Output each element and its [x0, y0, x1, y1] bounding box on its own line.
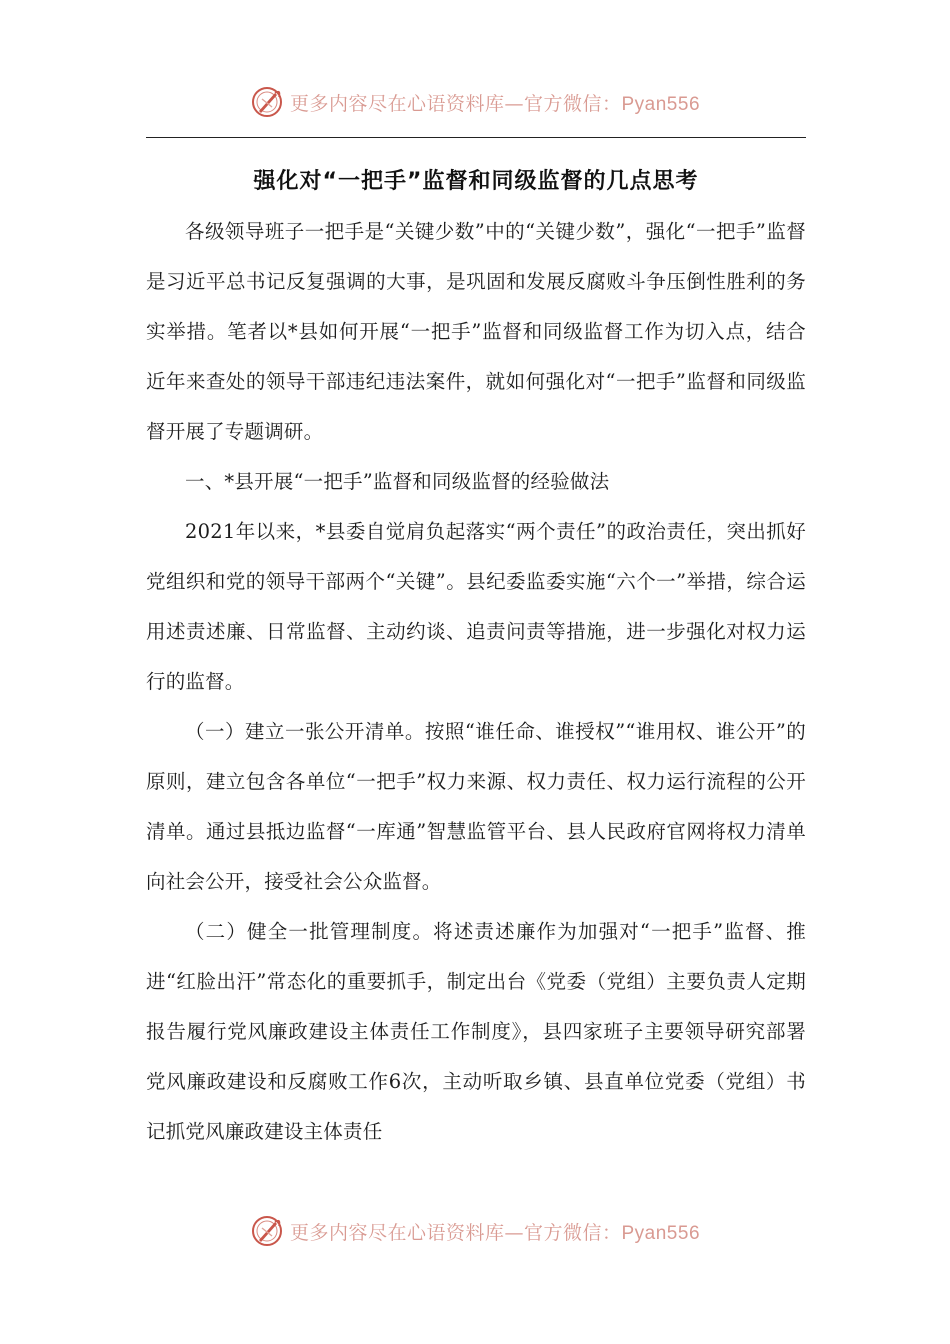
- watermark-text: [290, 1218, 700, 1245]
- document-title: 强化对“一把手”监督和同级监督的几点思考: [253, 169, 699, 194]
- paragraph-item-1: （一）建立一张公开清单。按照“谁任命、谁授权”“谁用权、谁公开”的原则，建立包含各单位“一把手”权力来源、权力责任、权力运行流程的公开清单。通过县抵边监督“一库通”智慧监管平台、县人民政府官网将权力清单向社会公开，接受社会公众监督。: [146, 720, 806, 893]
- paragraph-intro: 各级领导班子一把手是“关键少数”中的“关键少数”，强化“一把手”监督是习近平总书记反复强调的大事，是巩固和发展反腐败斗争压倒性胜利的务实举措。笔者以*县如何开展“一把手”监督和同级监督工作为切入点，结合近年来查处的领导干部违纪违法案件，就如何强化对“一把手”监督和同级监督开展了专题调研。: [146, 220, 806, 443]
- document-body: [146, 207, 806, 1157]
- footer-watermark: [0, 1211, 950, 1251]
- header-divider: [146, 137, 806, 138]
- watermark-text: [290, 89, 700, 116]
- watermark-cn: 更多内容尽在心语资料库—官方微信：: [289, 92, 622, 115]
- quill-seal-logo-icon: [250, 85, 284, 119]
- watermark-cn: 更多内容尽在心语资料库—官方微信：: [289, 1221, 622, 1244]
- header-watermark: [0, 82, 950, 122]
- quill-seal-logo-icon: [250, 1214, 284, 1248]
- section-heading-1: 一、*县开展“一把手”监督和同级监督的经验做法: [185, 470, 610, 493]
- paragraph-overview: 2021年以来，*县委自觉肩负起落实“两个责任”的政治责任，突出抓好党组织和党的领导干部两个“关键”。县纪委监委实施“六个一”举措，综合运用述责述廉、日常监督、主动约谈、追责问责等措施，进一步强化对权力运行的监督。: [146, 520, 806, 693]
- watermark-wechat-id: Pyan556: [621, 1222, 701, 1244]
- watermark-wechat-id: Pyan556: [621, 93, 701, 115]
- paragraph-item-2: （二）健全一批管理制度。将述责述廉作为加强对“一把手”监督、推进“红脸出汗”常态化的重要抓手，制定出台《党委（党组）主要负责人定期报告履行党风廉政建设主体责任工作制度》，县四家班子主要领导研究部署党风廉政建设和反腐败工作6次，主动听取乡镇、县直单位党委（党组）书记抓党风廉政建设主体责任: [146, 920, 806, 1143]
